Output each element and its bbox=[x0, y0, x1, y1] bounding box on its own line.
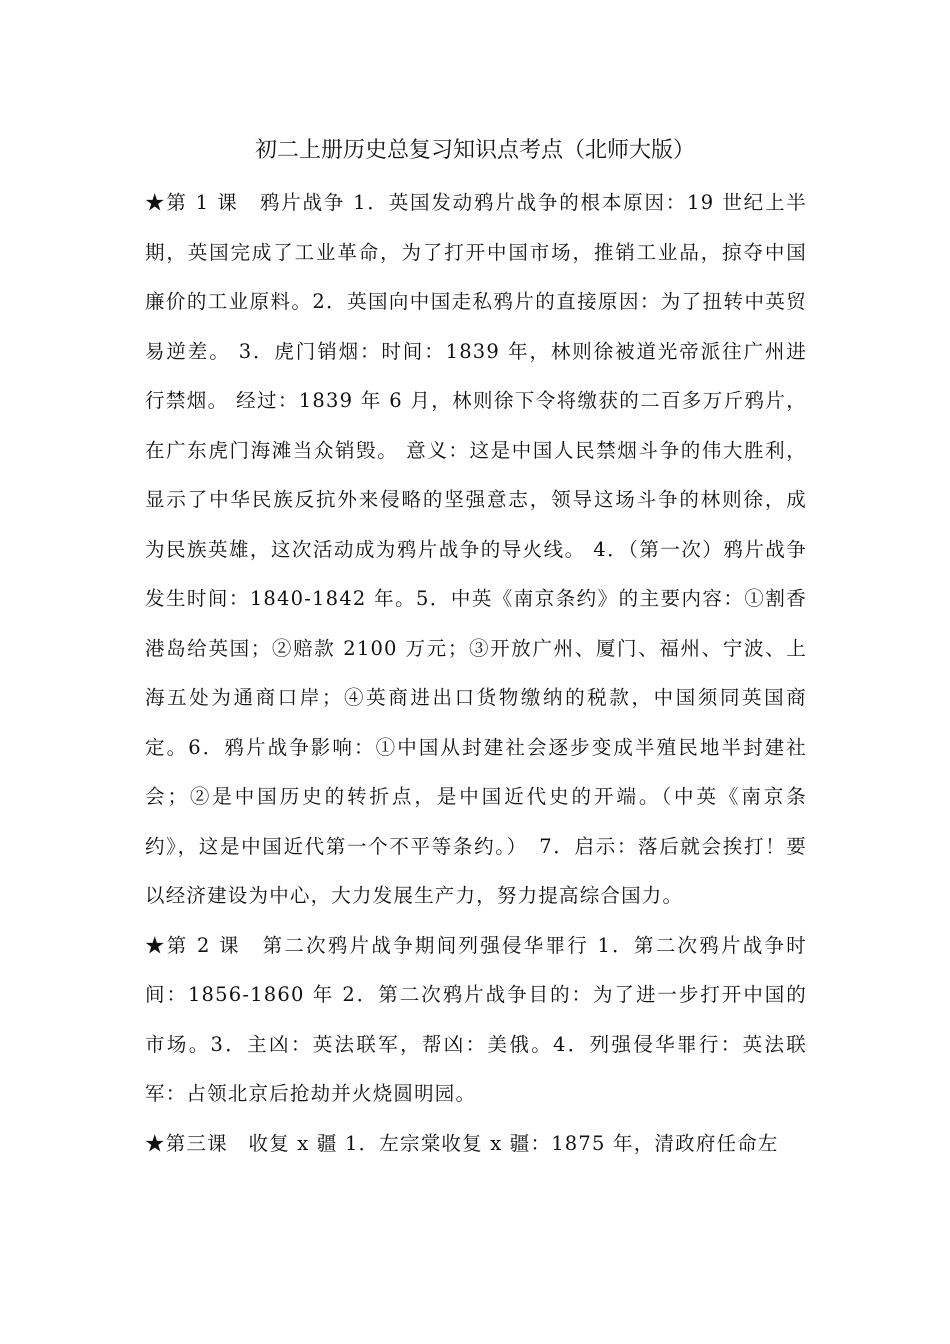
paragraph-lesson-1: ★第 1 课 鸦片战争 1．英国发动鸦片战争的根本原因：19 世纪上半期，英国完成了工业革命，为了打开中国市场，推销工业品，掠夺中国廉价的工业原料。2．英国向中国走私鸦片的直接原因：为了扭转中英贸易逆差。 3．虎门销烟：时间：1839 年，林则徐被道光帝派往广州进行禁烟。 经过：1839 年 6 月，林则徐下令将缴获的二百多万斤鸦片，在广东虎门海滩当众销毁。 意义：这是中国人民禁烟斗争的伟大胜利，显示了中华民族反抗外来侵略的坚强意志，领导这场斗争的林则徐，成为民族英雄，这次活动成为鸦片战争的导火线。 4．（第一次）鸦片战争发生时间：1840-1842 年。5．中英《南京条约》的主要内容：①割香港岛给英国；②赔款 2100 万元；③开放广州、厦门、福州、宁波、上海五处为通商口岸；④英商进出口货物缴纳的税款，中国须同英国商定。6．鸦片战争影响：①中国从封建社会逐步变成半殖民地半封建社会；②是中国历史的转折点，是中国近代史的开端。（中英《南京条约》，这是中国近代第一个不平等条约。） 7．启示：落后就会挨打！要以经济建设为中心，大力发展生产力，努力提高综合国力。 bbox=[145, 191, 807, 907]
paragraph-lesson-3: ★第三课 收复 x 疆 1．左宗棠收复 x 疆：1875 年，清政府任命左 bbox=[145, 1131, 779, 1155]
document-title: 初二上册历史总复习知识点考点（北师大版） bbox=[254, 138, 695, 163]
document-body bbox=[145, 178, 807, 1168]
paragraph-lesson-2: ★第 2 课 第二次鸦片战争期间列强侵华罪行 1．第二次鸦片战争时间：1856-1860 年 2．第二次鸦片战争目的：为了进一步打开中国的市场。3．主凶：英法联军，帮凶：美俄。4．列强侵华罪行：英法联军：占领北京后抢劫并火烧圆明园。 bbox=[145, 933, 807, 1105]
